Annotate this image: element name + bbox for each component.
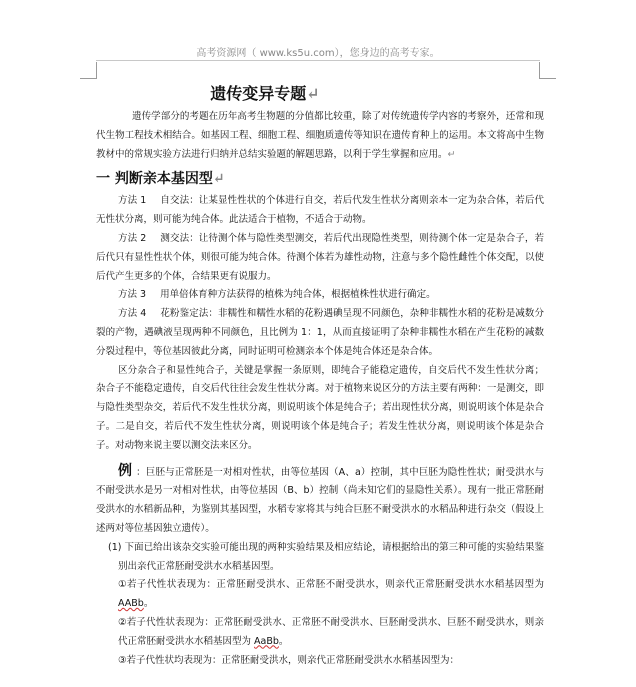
method-paragraph: 方法 1 自交法：让某显性性状的个体进行自交，若后代发生性状分离则亲本一定为杂合体，若后代无性状分离，则可能为纯合体。此法适合于植物，不适合于动物。 [96, 195, 544, 226]
note-paragraph: 区分杂合子和显性纯合子，关键是掌握一条原则，即纯合子能稳定遗传，自交后代不发生性状分离；杂合子不能稳定遗传，自交后代往往会发生性状分离。对于植物来说区分的方法主要有两种：一是测交，即与隐性类型杂交，若后代不发生性状分离，则说明该个体是纯合子；若出现性状分离，则说明该个体是杂合子。二是自交，若后代不发生性状分离，则说明该个体是纯合子；若发生性状分离，则说明该个体是杂合子。对动物来说主要以测交法来区分。 [96, 364, 544, 451]
section-heading: 一 判断亲本基因型↵ [96, 171, 225, 188]
margin-corner-top-right [539, 62, 556, 79]
intro-paragraph: 遗传学部分的考题在历年高考生物题的分值都比较重，除了对传统遗传学内容的考察外，还常和现代生物工程技术相结合。如基因工程、细胞工程、细胞质遗传等知识在遗传育种上的运用。本文将高中生物教材中的常规实验方法进行归纳并总结实验题的解题思路，以利于学生掌握和应用。↵ [96, 111, 544, 160]
page-header: 高考资源网（ www.ks5u.com），您身边的高考专家。 [196, 48, 440, 59]
header-rule [96, 60, 540, 61]
document-page [96, 78, 544, 670]
answer-option: ③若子代性状均表现为：正常胚耐受洪水，则亲代正常胚耐受洪水水稻基因型为： [118, 654, 460, 666]
method-paragraph: 方法 2 测交法：让待测个体与隐性类型测交，若后代出现隐性类型，则待测个体一定是杂合子，若后代只有显性性状个体，则很可能为纯合体。待测个体若为雄性动物，注意与多个隐性雌性个体交配，以使后代产生更多的个体，合结果更有说服力。 [96, 232, 544, 282]
method-paragraph: 方法 3 用单倍体育种方法获得的植株为纯合体，根据植株性状进行确定。 [118, 289, 436, 301]
genotype-text: AaBb [254, 635, 279, 647]
example-paragraph: 例 ：巨胚与正常胚是一对相对性状，由等位基因（A、a）控制，其中巨胚为隐性性状；耐受洪水与不耐受洪水是另一对相对性状，由等位基因（B、b）控制（尚未知它们的显隐性关系）。现有一批正常胚耐受洪水的水稻新品种，为鉴别其基因型，水稻专家将其与纯合巨胚不耐受洪水的水稻品种进行杂交（假设上述两对等位基因独立遗传）。 [96, 462, 545, 534]
genotype-text: AABb [118, 598, 144, 610]
margin-corner-top-left [80, 62, 97, 79]
question-item: (1) 下面已给出该杂交实验可能出现的两种实验结果及相应结论，请根据给出的第三种可能的实验结果鉴别出亲代正常胚耐受洪水水稻基因型。 [108, 541, 544, 572]
answer-option: ②若子代性状表现为：正常胚耐受洪水、正常胚不耐受洪水、巨胚耐受洪水、巨胚不耐受洪水，则亲代正常胚耐受洪水水稻基因型为 AaBb。 [118, 616, 544, 647]
answer-option: ①若子代性状表现为：正常胚耐受洪水、正常胚不耐受洪水，则亲代正常胚耐受洪水水稻基因型为 AABb。 [118, 579, 544, 610]
method-paragraph: 方法 4 花粉鉴定法：非糯性和糯性水稻的花粉遇碘呈现不同颜色，杂种非糯性水稻的花粉是减数分裂的产物，遇碘液呈现两种不同颜色，且比例为 1：1，从而直接证明了杂种非糯性水稻在产生花粉的减数分裂过程中，等位基因彼此分离，同时证明可检测亲本个体是纯合体还是杂合体。 [96, 308, 544, 357]
document-title: 遗传变异专题↵ [210, 84, 320, 103]
